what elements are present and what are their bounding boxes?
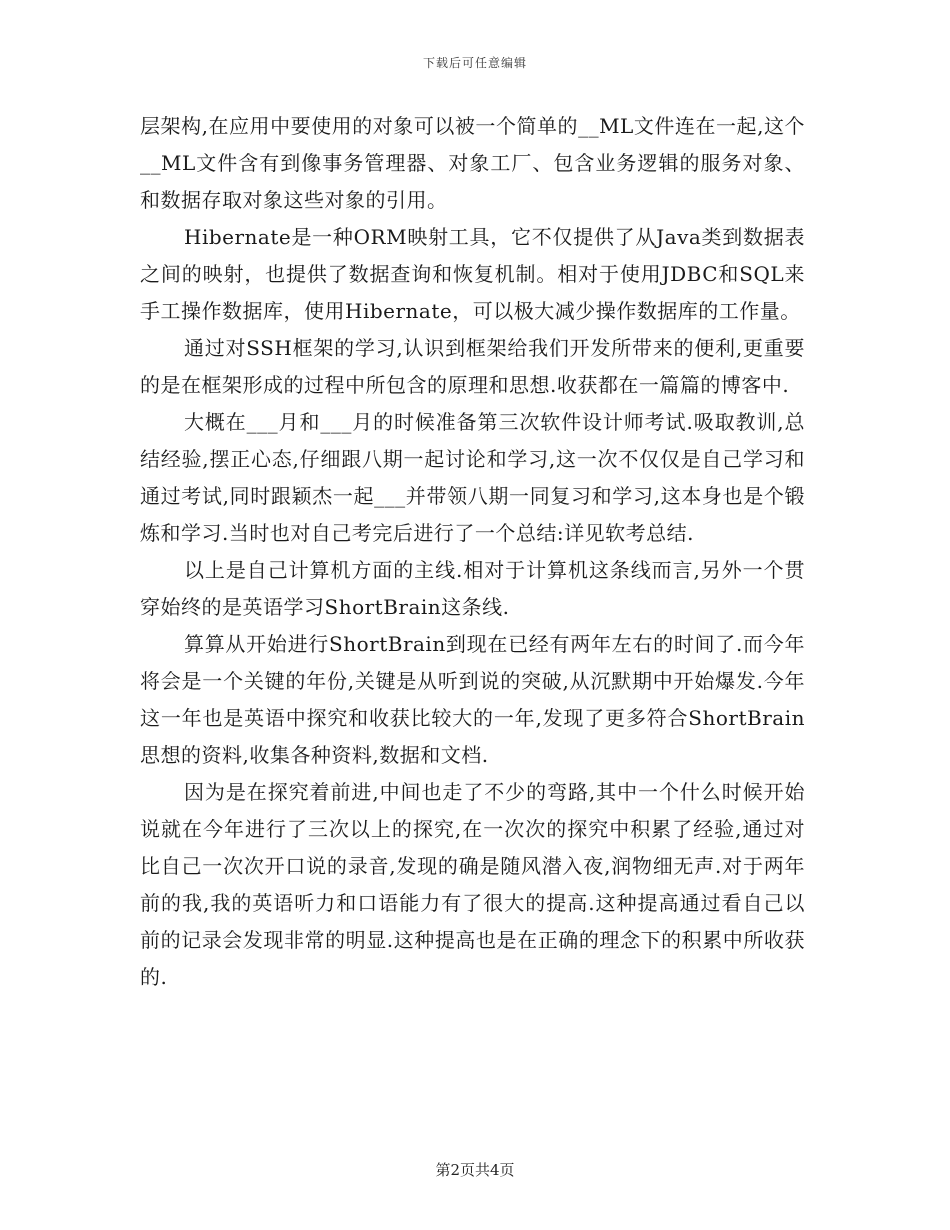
paragraph-4: 大概在___月和___月的时候准备第三次软件设计师考试.吸取教训,总结经验,摆正心态,仔细跟八期一起讨论和学习,这一次不仅仅是自己学习和通过考试,同时跟颖杰一起___并带领八期一同复习和学习,这本身也是个锻炼和学习.当时也对自己考完后进行了一个总结:详见软考总结. [140,410,805,545]
paragraph-5: 以上是自己计算机方面的主线.相对于计算机这条线而言,另外一个贯穿始终的是英语学习ShortBrain这条线. [140,558,805,619]
document-body [140,108,805,996]
paragraph-2: Hibernate是一种ORM映射工具，它不仅提供了从Java类到数据表之间的映射，也提供了数据查询和恢复机制。相对于使用JDBC和SQL来手工操作数据库，使用Hibernate，可以极大减少操作数据库的工作量。 [140,225,805,323]
paragraph-3: 通过对SSH框架的学习,认识到框架给我们开发所带来的便利,更重要的是在框架形成的过程中所包含的原理和思想.收获都在一篇篇的博客中. [140,336,805,397]
page-number: 第2页共4页 [435,1161,515,1179]
paragraph-1: 层架构,在应用中要使用的对象可以被一个简单的__ML文件连在一起,这个__ML文件含有到像事务管理器、对象工厂、包含业务逻辑的服务对象、和数据存取对象这些对象的引用。 [140,114,805,212]
paragraph-6: 算算从开始进行ShortBrain到现在已经有两年左右的时间了.而今年将会是一个关键的年份,关键是从听到说的突破,从沉默期中开始爆发.今年这一年也是英语中探究和收获比较大的一年,发现了更多符合ShortBrain思想的资料,收集各种资料,数据和文档. [140,632,805,767]
paragraph-7: 因为是在探究着前进,中间也走了不少的弯路,其中一个什么时候开始说就在今年进行了三次以上的探究,在一次次的探究中积累了经验,通过对比自己一次次开口说的录音,发现的确是随风潜入夜,润物细无声.对于两年前的我,我的英语听力和口语能力有了很大的提高.这种提高通过看自己以前的记录会发现非常的明显.这种提高也是在正确的理念下的积累中所收获的. [140,780,805,989]
page-header: 下载后可任意编辑 [422,56,527,70]
